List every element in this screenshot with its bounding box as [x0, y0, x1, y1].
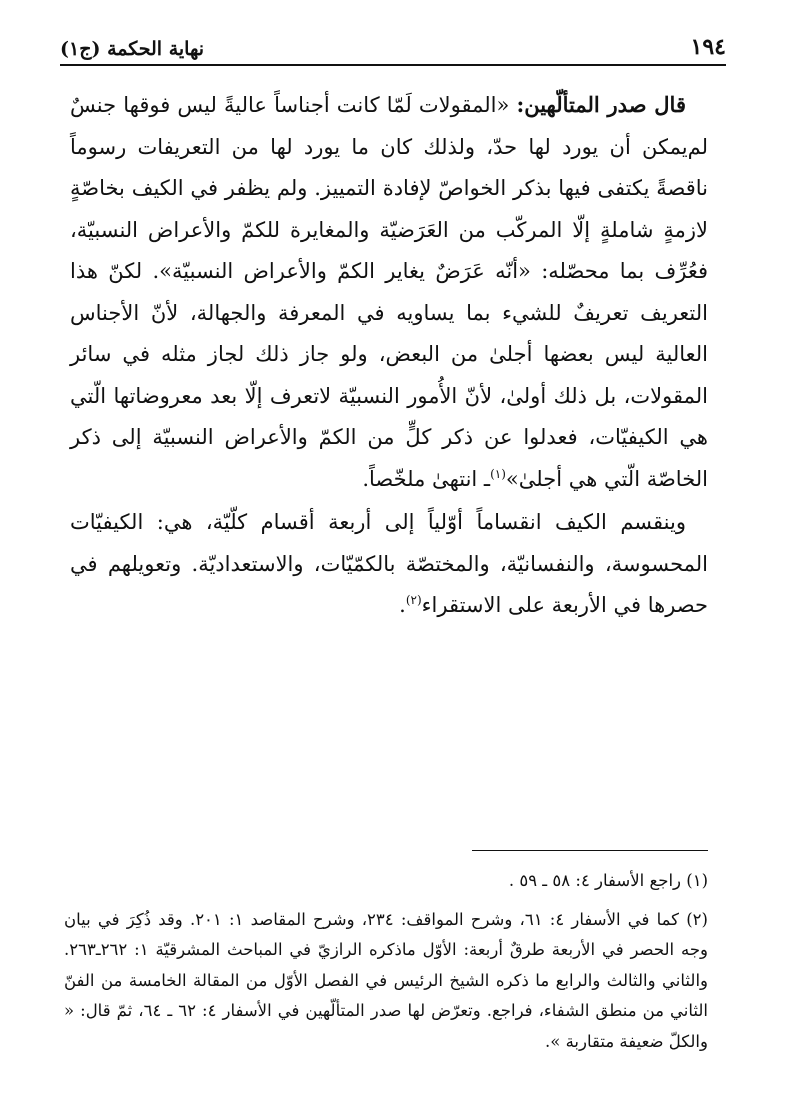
paragraph-2	[70, 502, 708, 627]
running-title: نهاية الحكمة (ج١)	[60, 38, 205, 60]
footnotes-section	[64, 866, 708, 1057]
paragraph-2-tail: .	[399, 593, 406, 617]
speaker-name: قال صدر المتألّهين:	[516, 92, 686, 117]
page-header	[60, 30, 726, 66]
footnote-ref-2[interactable]: (٢)	[405, 593, 422, 607]
footnote-divider	[472, 850, 708, 851]
paragraph-2-text: وينقسم الكيف انقساماً أوّلياً إلى أربعة أقسام كلّيّة، هي: الكيفيّات المحسوسة، والنفسانيّة، والمختصّة بالكمّيّات، والاستعداديّة. وتعويلهم في حصرها في الأربعة على الاستقراء	[70, 510, 708, 617]
paragraph-1	[70, 84, 708, 500]
footnote-1: (١) راجع الأسفار ٤: ٥٨ ـ ٥٩ .	[508, 871, 708, 890]
footnote-ref-1[interactable]: (١)	[490, 466, 506, 481]
quote-text: «المقولات لَمّا كانت أجناساً عاليةً ليس فوقها جنسٌ لم‌يمكن أن يورد لها حدّ، ولذلك كان ما يورد لها من التعريفات رسوماً ناقصةً يكتفى فيها بذكر الخواصّ لإفادة التمييز. ولم يظفر في الكيف بخاصّةٍ لازمةٍ شاملةٍ إلّا المركّب من العَرَضيّة والمغايرة للكمّ والأعراض النسبيّة، فعُرِّف بما محصّله: «أنّه عَرَضٌ يغاير الكمّ والأعراض النسبيّة». لكنّ هذا التعريف تعريفٌ للشيء بما يساويه في المعرفة والجهالة، لأنّ الأجناس العالية ليس بعضها أجلىٰ من البعض، ولو جاز ذلك لجاز مثله في سائر المقولات، بل ذلك أولىٰ، لأنّ الأُمور النسبيّة لاتعرف إلّا بعد معروضاتها الّتي هي الكيفيّات، فعدلوا عن ذكر كلٍّ من الكمّ والأعراض النسبيّة إلى ذكر الخاصّة الّتي هي أجلىٰ»	[70, 93, 708, 491]
page-number: ١٩٤	[690, 34, 726, 60]
footnote-2: (٢) كما في الأسفار ٤: ٦١، وشرح المواقف: ٢٣٤، وشرح المقاصد ١: ٢٠١. وقد ذُكِرَ في بيان وجه الحصر في الأربعة طرقٌ أربعة: الأوّل ماذكره الرازيّ في المباحث المشرقيّة ١: ٢٦٢ـ٢٦٣. والثاني والثالث والرابع ما ذكره الشيخ الرئيس في الفصل الأوّل من المقالة الخامسة من الفنّ الثاني من منطق الشفاء، فراجع. وتعرّض لها صدر المتألّهين في الأسفار ٤: ٦٢ ـ ٦٤، ثمّ قال: « والكلّ ضعيفة متقاربة ».	[64, 909, 708, 1051]
main-text	[70, 84, 708, 627]
quote-tail: ـ انتهىٰ ملخّصاً.	[362, 466, 491, 491]
